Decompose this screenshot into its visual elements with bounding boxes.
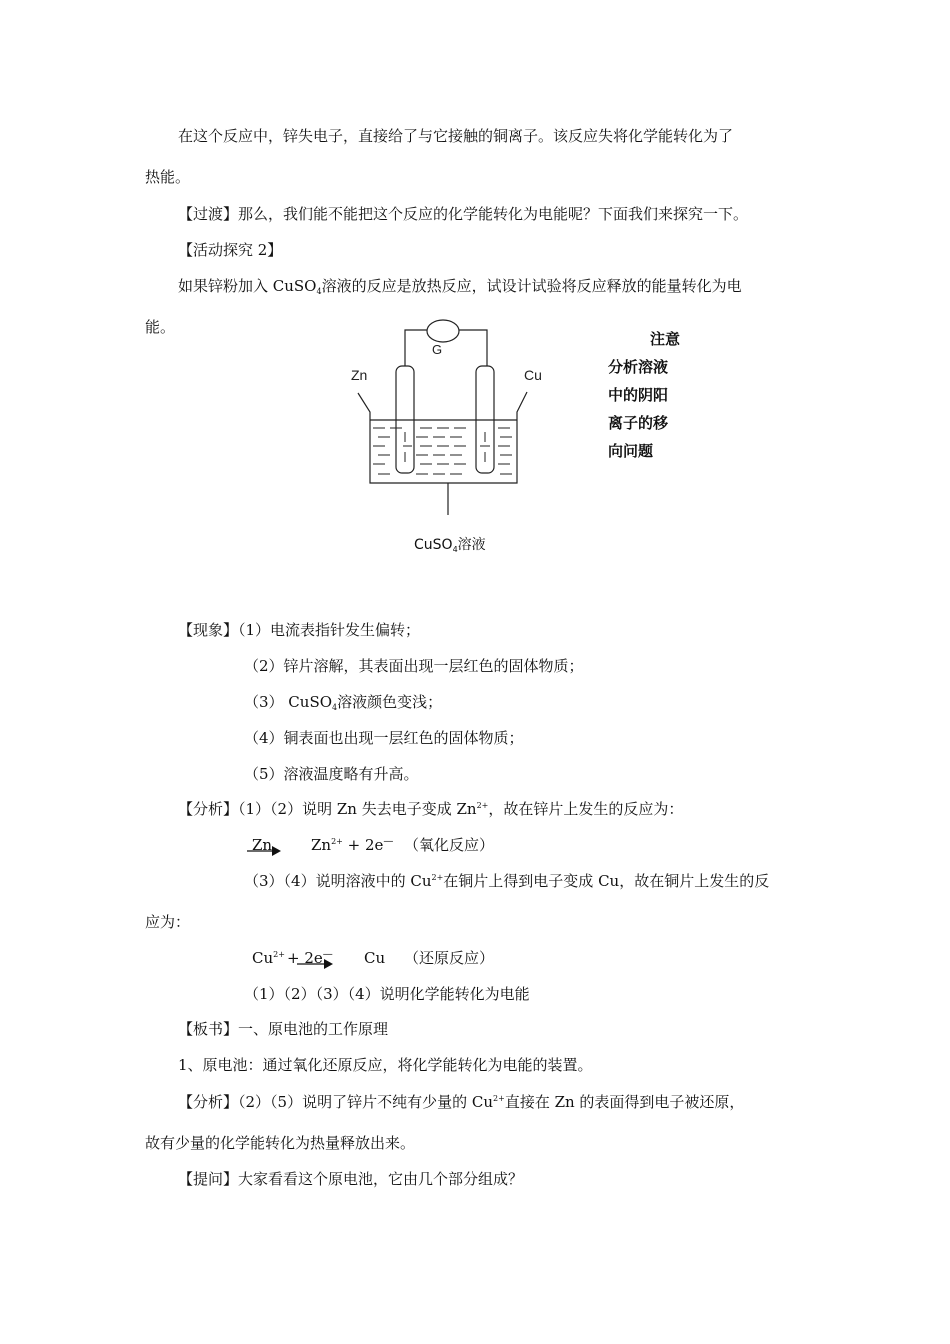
oxidation-products: $Zn^{2+} + 2e^—$ [311,836,394,854]
phenomena-item: （5）溶液温度略有升高。 [244,765,419,783]
phenomena-tag: 【现象】 [178,621,239,639]
left-wire [405,330,427,366]
oxidation-reactant: Zn [252,836,273,854]
reduction-product: Cu [364,949,386,967]
task-line: 如果锌粉加入 CuSO$_4$溶液的反应是放热反应，试设计试验将反应释放的能量转化为电 [178,277,742,296]
definition-line: 1、原电池：通过氧化还原反应，将化学能转化为电能的装置。 [178,1056,593,1074]
note-line: 中的阴阳 [608,386,669,404]
copper-label: Cu [524,367,542,383]
phenomena-item: （2）锌片溶解，其表面出现一层红色的固体物质； [244,657,584,675]
galvanic-cell-diagram [0,0,950,600]
solution-label: CuSO$_4$溶液 [414,537,486,554]
analysis-line: 【分析】（2）（5）说明了锌片不纯有少量的 $Cu^{2+}$直接在 Zn 的表面得到电子被还原， [178,1093,745,1111]
note-line: 分析溶液 [608,358,669,376]
reaction-arrow [296,958,334,970]
note-line: 注意 [649,330,680,348]
phenomena-item: （3） CuSO$_4$溶液颜色变浅； [244,693,443,712]
paragraph-line: 在这个反应中，锌失电子，直接给了与它接触的铜离子。该反应失将化学能转化为了 [178,127,734,145]
reduction-electrons: + 2e— [287,949,333,967]
analysis-tag: 【分析】 [178,800,239,818]
note-line: 离子的移 [608,414,669,432]
liquid-dashes [373,428,512,474]
board-line: 【板书】一、原电池的工作原理 [178,1020,389,1038]
transition-tag: 【过渡】 [178,205,239,223]
conclusion-line: （1）（2）（3）（4）说明化学能转化为电能 [244,985,530,1003]
task-line: 能。 [145,318,176,336]
analysis-tag: 【分析】 [178,1093,239,1111]
analysis-line: 【分析】（1）（2）说明 Zn 失去电子变成 $Zn^{2+}$，故在锌片上发生的反应为： [178,800,684,818]
reaction-arrow [246,845,282,857]
activity-heading: 【活动探究 2】 [178,241,283,259]
paragraph-line: 热能。 [145,168,191,186]
phenomena-line: 【现象】（1）电流表指针发生偏转； [178,621,421,639]
board-tag: 【板书】 [178,1020,239,1038]
galvanometer-label: G [432,342,443,357]
reduction-note: （还原反应） [404,949,495,967]
question-line: 【提问】大家看看这个原电池，它由几个部分组成？ [178,1170,524,1188]
reduction-reactants: $Cu^{2+}$ [252,949,285,967]
transition-text: 那么，我们能不能把这个反应的化学能转化为电能呢？下面我们来探究一下。 [238,205,749,223]
right-wire [459,330,487,366]
analysis-line: （3）（4）说明溶液中的 $Cu^{2+}$在铜片上得到电子变成 Cu，故在铜片上发生的反 [244,872,770,890]
side-note [608,325,680,465]
phenomena-item: （4）铜表面也出现一层红色的固体物质； [244,729,524,747]
analysis-line: 故有少量的化学能转化为热量释放出来。 [145,1134,416,1152]
analysis-line: 应为： [145,913,191,931]
galvanometer [427,320,459,342]
question-tag: 【提问】 [178,1170,239,1188]
note-line: 向问题 [608,442,654,460]
zinc-label: Zn [351,367,368,383]
oxidation-note: （氧化反应） [404,836,495,854]
